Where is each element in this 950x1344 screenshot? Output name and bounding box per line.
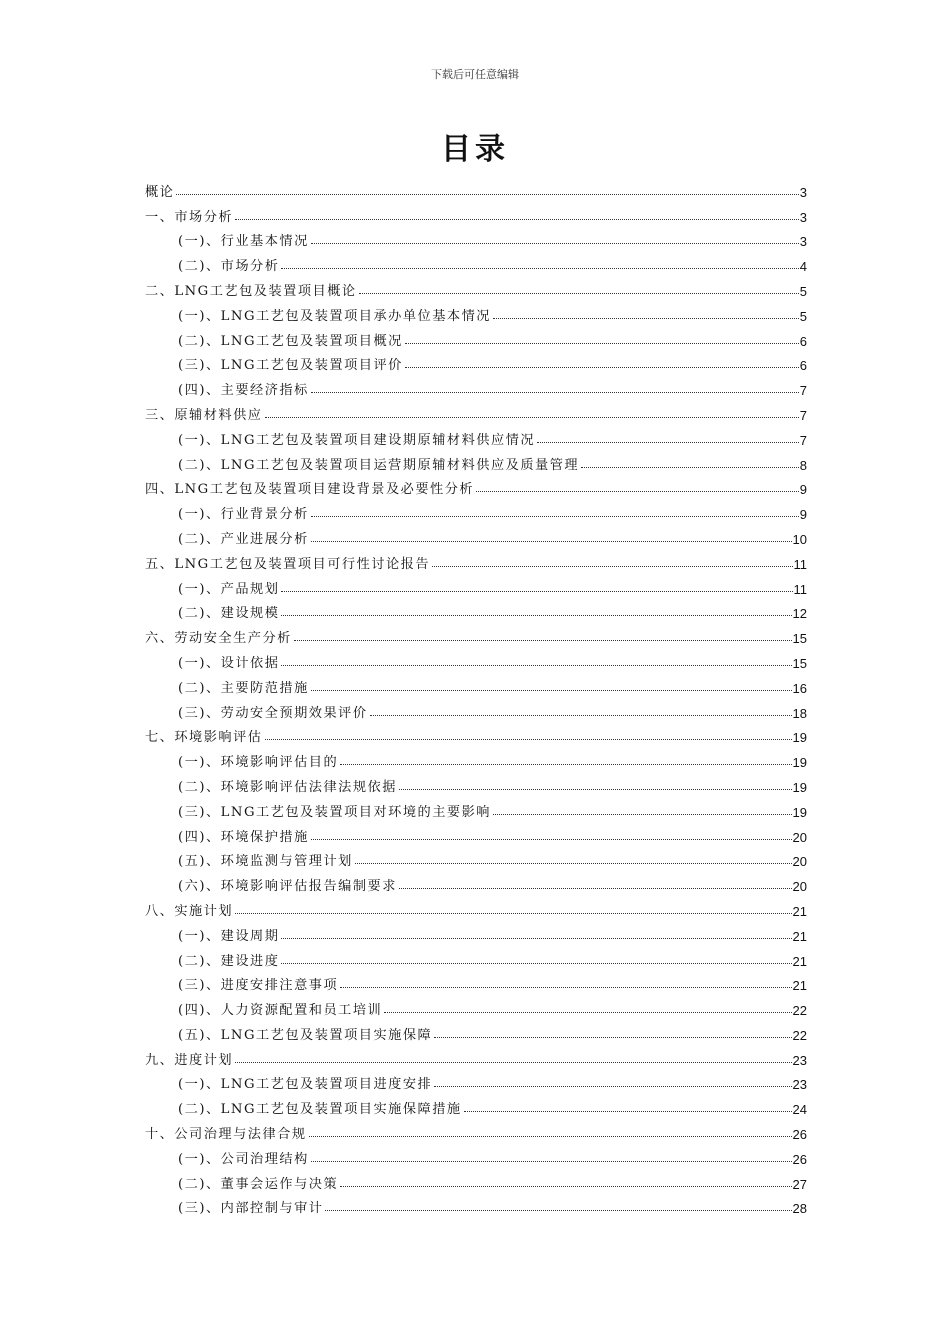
toc-dot-leader (265, 739, 792, 740)
toc-dot-leader (464, 1111, 792, 1112)
toc-dot-leader (235, 1062, 791, 1063)
toc-dot-leader (281, 665, 791, 666)
toc-entry[interactable] (145, 597, 807, 622)
toc-entry-page-number: 3 (799, 209, 807, 225)
toc-entry[interactable] (145, 919, 807, 944)
toc-dot-leader (493, 318, 799, 319)
toc-dot-leader (311, 839, 792, 840)
page-header: 下载后可任意编辑 (431, 68, 519, 81)
toc-dot-leader (176, 194, 798, 195)
toc-entry-label: (三)、LNG工艺包及装置项目对环境的主要影响 (178, 804, 491, 820)
toc-dot-leader (309, 1136, 792, 1137)
toc-entry[interactable] (145, 696, 807, 721)
toc-entry-label: (三)、劳动安全预期效果评价 (178, 705, 368, 721)
toc-entry-label: (一)、LNG工艺包及装置项目承办单位基本情况 (178, 308, 491, 324)
toc-entry-page-number: 21 (792, 928, 807, 944)
toc-dot-leader (311, 516, 799, 517)
toc-entry-label: 概论 (145, 184, 175, 200)
toc-entry-label: 九、进度计划 (145, 1052, 234, 1068)
toc-entry-label: (六)、环境影响评估报告编制要求 (178, 879, 397, 895)
toc-entry-label: 八、实施计划 (145, 903, 234, 919)
toc-dot-leader (311, 243, 799, 244)
toc-entry-page-number: 7 (799, 432, 807, 448)
toc-entry-page-number: 18 (792, 705, 807, 721)
toc-dot-leader (399, 789, 792, 790)
toc-dot-leader (384, 1012, 791, 1013)
toc-entry-label: (二)、建设进度 (178, 953, 280, 969)
toc-dot-leader (434, 1086, 791, 1087)
toc-dot-leader (493, 814, 792, 815)
toc-entry[interactable] (145, 1092, 807, 1117)
toc-entry-page-number: 20 (792, 829, 807, 845)
toc-entry-page-number: 11 (793, 581, 807, 597)
toc-dot-leader (281, 268, 798, 269)
toc-entry[interactable] (145, 522, 807, 547)
toc-entry[interactable] (145, 845, 807, 870)
toc-entry[interactable] (145, 671, 807, 696)
toc-entry-label: (一)、设计依据 (178, 655, 280, 671)
page-title: 目录 (441, 132, 509, 167)
toc-entry-label: (二)、环境影响评估法律法规依据 (178, 779, 397, 795)
toc-entry[interactable] (145, 324, 807, 349)
toc-entry-label: (一)、LNG工艺包及装置项目建设期原辅材料供应情况 (178, 432, 536, 448)
toc-entry-label: (五)、环境监测与管理计划 (178, 854, 353, 870)
toc-entry-page-number: 22 (792, 1027, 807, 1043)
toc-entry-page-number: 10 (792, 531, 807, 547)
toc-entry-page-number: 6 (799, 358, 807, 374)
toc-entry-label: (二)、主要防范措施 (178, 680, 309, 696)
toc-entry-page-number: 12 (792, 606, 807, 622)
toc-entry[interactable] (145, 795, 807, 820)
toc-entry[interactable] (145, 473, 807, 498)
table-of-contents (145, 175, 807, 1216)
toc-entry-label: (二)、LNG工艺包及装置项目运营期原辅材料供应及质量管理 (178, 457, 580, 473)
toc-dot-leader (281, 938, 791, 939)
toc-entry[interactable] (145, 894, 807, 919)
toc-entry[interactable] (145, 646, 807, 671)
toc-dot-leader (359, 293, 799, 294)
toc-entry[interactable] (145, 820, 807, 845)
toc-dot-leader (340, 1186, 791, 1187)
toc-entry[interactable] (145, 944, 807, 969)
toc-entry-page-number: 19 (792, 755, 807, 771)
toc-entry-page-number: 7 (799, 407, 807, 423)
toc-entry[interactable] (145, 869, 807, 894)
toc-entry[interactable] (145, 398, 807, 423)
toc-entry[interactable] (145, 274, 807, 299)
toc-dot-leader (434, 1037, 791, 1038)
toc-entry-label: 一、市场分析 (145, 209, 234, 225)
toc-entry-label: (四)、主要经济指标 (178, 383, 309, 399)
toc-dot-leader (281, 963, 791, 964)
toc-dot-leader (581, 467, 799, 468)
toc-entry-label: 三、原辅材料供应 (145, 407, 263, 423)
toc-entry[interactable] (145, 721, 807, 746)
toc-entry-page-number: 8 (799, 457, 807, 473)
toc-entry-label: (一)、环境影响评估目的 (178, 755, 339, 771)
toc-entry-label: (四)、人力资源配置和员工培训 (178, 1003, 383, 1019)
toc-entry-page-number: 23 (792, 1077, 807, 1093)
toc-entry-label: (一)、产品规划 (178, 581, 280, 597)
toc-entry-label: (三)、LNG工艺包及装置项目评价 (178, 358, 403, 374)
toc-entry[interactable] (145, 621, 807, 646)
toc-entry-label: 四、LNG工艺包及装置项目建设背景及必要性分析 (145, 482, 475, 498)
toc-dot-leader (537, 442, 799, 443)
toc-entry-label: (三)、内部控制与审计 (178, 1201, 324, 1217)
toc-entry[interactable] (145, 349, 807, 374)
toc-entry[interactable] (145, 249, 807, 274)
toc-entry-label: 五、LNG工艺包及装置项目可行性讨论报告 (145, 556, 431, 572)
toc-entry[interactable] (145, 225, 807, 250)
toc-entry-page-number: 3 (799, 234, 807, 250)
toc-entry-page-number: 6 (799, 333, 807, 349)
toc-entry-page-number: 20 (792, 879, 807, 895)
toc-entry-label: 十、公司治理与法律合规 (145, 1127, 307, 1143)
toc-dot-leader (355, 863, 792, 864)
toc-entry-label: (二)、市场分析 (178, 259, 280, 275)
toc-entry-label: (一)、公司治理结构 (178, 1151, 309, 1167)
toc-entry-page-number: 9 (799, 482, 807, 498)
toc-entry[interactable] (145, 373, 807, 398)
toc-dot-leader (311, 1161, 792, 1162)
toc-entry-page-number: 21 (792, 903, 807, 919)
toc-entry-page-number: 21 (792, 953, 807, 969)
toc-dot-leader (235, 913, 791, 914)
toc-entry-page-number: 5 (799, 283, 807, 299)
toc-entry[interactable] (145, 497, 807, 522)
toc-entry-page-number: 11 (793, 556, 807, 572)
toc-entry-page-number: 9 (799, 507, 807, 523)
toc-entry[interactable] (145, 745, 807, 770)
toc-entry-page-number: 16 (792, 680, 807, 696)
toc-entry-label: (一)、建设周期 (178, 928, 280, 944)
toc-dot-leader (281, 615, 791, 616)
toc-dot-leader (311, 392, 799, 393)
toc-entry-page-number: 7 (799, 383, 807, 399)
toc-entry-page-number: 4 (799, 259, 807, 275)
toc-dot-leader (281, 591, 792, 592)
toc-entry-label: 二、LNG工艺包及装置项目概论 (145, 283, 357, 299)
toc-dot-leader (370, 715, 792, 716)
toc-entry[interactable] (145, 1142, 807, 1167)
toc-entry[interactable] (145, 572, 807, 597)
toc-entry[interactable] (145, 1068, 807, 1093)
toc-entry[interactable] (145, 1167, 807, 1192)
toc-dot-leader (432, 566, 792, 567)
toc-dot-leader (325, 1210, 791, 1211)
toc-entry-page-number: 19 (792, 730, 807, 746)
toc-entry-label: (二)、产业进展分析 (178, 531, 309, 547)
toc-entry[interactable] (145, 993, 807, 1018)
toc-entry-label: (二)、建设规模 (178, 606, 280, 622)
toc-entry-page-number: 19 (792, 779, 807, 795)
toc-dot-leader (311, 690, 792, 691)
toc-dot-leader (340, 987, 791, 988)
toc-dot-leader (405, 367, 799, 368)
toc-entry[interactable] (145, 299, 807, 324)
toc-dot-leader (265, 417, 799, 418)
toc-entry-label: (二)、LNG工艺包及装置项目概况 (178, 333, 403, 349)
toc-entry[interactable] (145, 547, 807, 572)
toc-entry-page-number: 22 (792, 1003, 807, 1019)
toc-dot-leader (399, 888, 792, 889)
toc-entry-label: (三)、进度安排注意事项 (178, 978, 339, 994)
toc-entry[interactable] (145, 1192, 807, 1217)
toc-entry-label: (一)、行业基本情况 (178, 234, 309, 250)
toc-entry[interactable] (145, 1018, 807, 1043)
toc-entry-label: (四)、环境保护措施 (178, 829, 309, 845)
toc-entry[interactable] (145, 1117, 807, 1142)
toc-entry-page-number: 15 (792, 655, 807, 671)
toc-entry[interactable] (145, 969, 807, 994)
toc-dot-leader (405, 343, 799, 344)
toc-entry-page-number: 21 (792, 978, 807, 994)
toc-entry-page-number: 15 (792, 631, 807, 647)
toc-entry[interactable] (145, 448, 807, 473)
toc-dot-leader (235, 219, 799, 220)
toc-entry-page-number: 26 (792, 1151, 807, 1167)
toc-dot-leader (476, 491, 799, 492)
toc-dot-leader (311, 541, 792, 542)
toc-entry-label: 六、劳动安全生产分析 (145, 631, 292, 647)
toc-entry-label: 七、环境影响评估 (145, 730, 263, 746)
toc-entry[interactable] (145, 200, 807, 225)
toc-entry-page-number: 26 (792, 1127, 807, 1143)
toc-entry-label: (五)、LNG工艺包及装置项目实施保障 (178, 1027, 433, 1043)
toc-entry[interactable] (145, 423, 807, 448)
toc-entry-page-number: 20 (792, 854, 807, 870)
toc-entry-page-number: 28 (792, 1201, 807, 1217)
toc-dot-leader (294, 640, 792, 641)
toc-entry-page-number: 5 (799, 308, 807, 324)
toc-dot-leader (340, 764, 791, 765)
toc-entry-page-number: 27 (792, 1176, 807, 1192)
toc-entry-page-number: 23 (792, 1052, 807, 1068)
toc-entry-label: (一)、LNG工艺包及装置项目进度安排 (178, 1077, 433, 1093)
toc-entry[interactable] (145, 175, 807, 200)
toc-entry-label: (二)、LNG工艺包及装置项目实施保障措施 (178, 1102, 462, 1118)
toc-entry-label: (一)、行业背景分析 (178, 507, 309, 523)
toc-entry-page-number: 3 (799, 184, 807, 200)
toc-entry-label: (二)、董事会运作与决策 (178, 1176, 339, 1192)
toc-entry-page-number: 19 (792, 804, 807, 820)
toc-entry[interactable] (145, 1043, 807, 1068)
toc-entry[interactable] (145, 770, 807, 795)
toc-entry-page-number: 24 (792, 1102, 807, 1118)
